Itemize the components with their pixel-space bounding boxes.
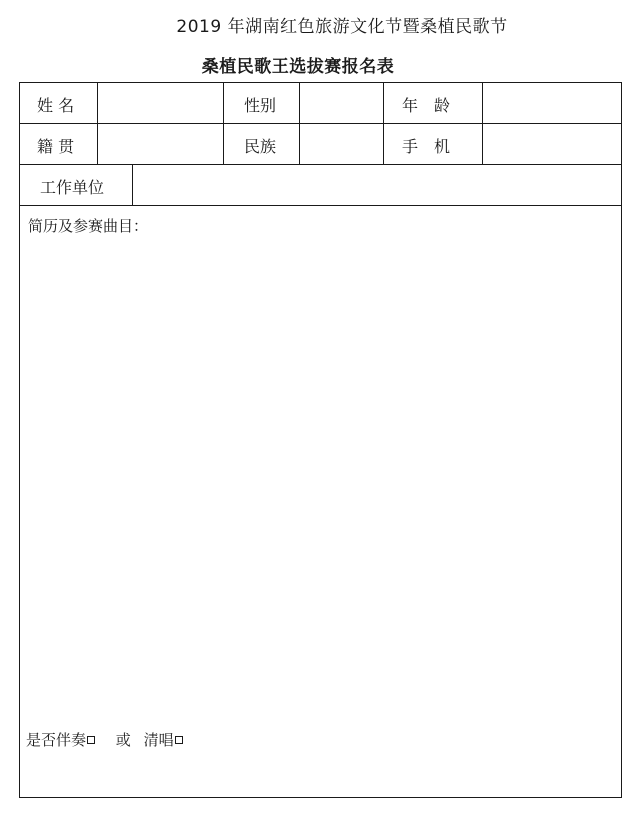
row-divider bbox=[20, 164, 621, 165]
name-field[interactable] bbox=[98, 84, 222, 122]
column-divider bbox=[223, 83, 224, 164]
gender-label: 性别 bbox=[244, 96, 277, 115]
a-cappella-label: 清唱 bbox=[143, 731, 174, 749]
column-divider bbox=[383, 83, 384, 164]
native-place-label: 籍 贯 bbox=[37, 137, 75, 156]
document-title: 2019 年湖南红色旅游文化节暨桑植民歌节 bbox=[176, 17, 508, 37]
ethnicity-field[interactable] bbox=[300, 125, 382, 163]
phone-label: 手 机 bbox=[402, 137, 451, 156]
row-divider bbox=[20, 123, 621, 124]
ethnicity-label: 民族 bbox=[244, 137, 277, 156]
resume-field[interactable] bbox=[22, 239, 618, 719]
accompaniment-checkbox[interactable] bbox=[87, 736, 95, 744]
or-label: 或 bbox=[115, 731, 131, 749]
accompaniment-options bbox=[26, 729, 183, 750]
workplace-label: 工作单位 bbox=[40, 178, 105, 197]
resume-label: 简历及参赛曲目： bbox=[28, 217, 149, 235]
age-field[interactable] bbox=[483, 84, 619, 122]
name-label: 姓 名 bbox=[37, 96, 75, 115]
a-cappella-checkbox[interactable] bbox=[175, 736, 183, 744]
gender-field[interactable] bbox=[300, 84, 382, 122]
registration-form bbox=[19, 82, 622, 798]
accompaniment-label: 是否伴奏 bbox=[26, 731, 87, 749]
phone-field[interactable] bbox=[483, 125, 619, 163]
age-label: 年 龄 bbox=[402, 96, 451, 115]
form-title: 桑植民歌王选拔赛报名表 bbox=[201, 57, 395, 77]
native-place-field[interactable] bbox=[98, 125, 222, 163]
workplace-field[interactable] bbox=[133, 166, 619, 204]
row-divider bbox=[20, 205, 621, 206]
